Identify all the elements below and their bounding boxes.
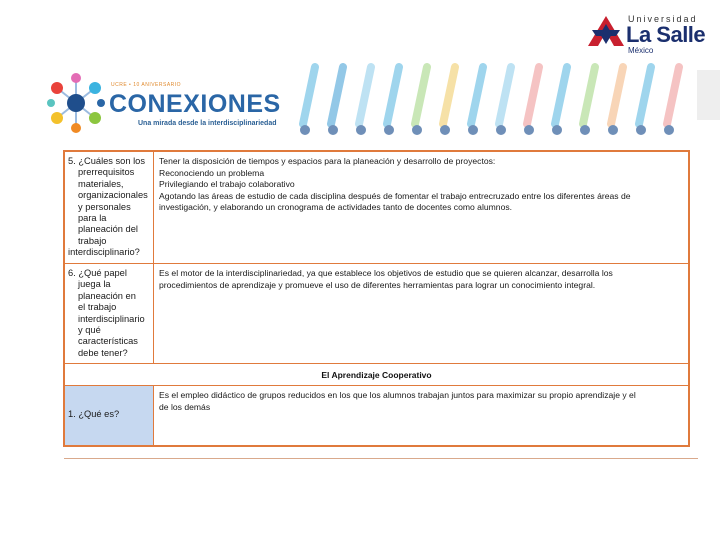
table-row [65, 264, 688, 364]
content-table [63, 150, 690, 447]
answer-cell [155, 386, 688, 445]
answer-line: de los demás [159, 401, 211, 412]
logo-name: La Salle [626, 22, 706, 47]
question-line: debe tener? [78, 347, 128, 358]
question-line: planeación en [78, 290, 136, 301]
banner-tagline: UCRE • 10 ANIVERSARIO [111, 82, 182, 88]
banner-subtitle: Una mirada desde la interdisciplinariedad [138, 120, 277, 127]
question-cell [65, 152, 154, 263]
table-row [65, 386, 688, 445]
logo-country: México [628, 46, 654, 55]
question-line: materiales, [78, 178, 124, 189]
answer-line: Agotando las áreas de estudio de cada disciplina después de fomentar el trabajo entrecruzado entre los diferentes áreas de [159, 190, 631, 201]
answer-line: investigación, y elaborando un cronograma de actividades tanto de docentes como alumnos. [159, 202, 513, 213]
la-salle-logo [588, 14, 713, 58]
answer-line: Es el motor de la interdisciplinariedad, ya que establece los objetivos de estudio que se quieren alcanzar, desarrolla los [159, 268, 613, 278]
answer-line: procedimientos de aprendizaje y promueve el uso de diferentes herramientas para lograr un conocimiento integral. [159, 279, 596, 290]
question-line: el trabajo [78, 302, 117, 313]
question-line: para la [78, 213, 107, 224]
molecule-logo-icon [45, 68, 107, 138]
answer-cell [155, 152, 688, 263]
question-line: organizacionales [78, 190, 148, 201]
question-line: 6. ¿Qué papel [68, 268, 127, 278]
section-header: El Aprendizaje Cooperativo [65, 364, 688, 386]
question-cell [65, 386, 154, 445]
answer-line: Reconociendo un problema [159, 167, 265, 178]
conexiones-banner [45, 68, 315, 140]
question-line: y qué [78, 325, 101, 336]
question-line: juega la [78, 279, 111, 290]
question-line: prerrequisitos [78, 167, 135, 178]
question-line: interdisciplinario? [68, 247, 140, 258]
question-line: 1. ¿Qué es? [68, 409, 120, 419]
logo-top-word: Universidad [628, 14, 698, 24]
question-line: características [78, 336, 138, 347]
question-line: y personales [78, 201, 131, 212]
question-line: 5. ¿Cuáles son los [68, 156, 145, 166]
divider-line [64, 458, 698, 459]
question-line: planeación del [78, 224, 138, 235]
answer-cell [155, 264, 688, 363]
la-salle-star-icon [588, 16, 624, 48]
banner-title: CONEXIONES [109, 90, 281, 118]
question-cell [65, 264, 154, 363]
answer-line: Tener la disposición de tiempos y espacios para la planeación y desarrollo de proyectos: [159, 156, 496, 166]
question-line: interdisciplinario [78, 313, 145, 324]
decorative-stripes [295, 62, 720, 140]
question-line: trabajo [78, 235, 107, 246]
answer-line: Privilegiando el trabajo colaborativo [159, 179, 295, 190]
table-row [65, 152, 688, 264]
answer-line: Es el empleo didáctico de grupos reducidos en los que los alumnos trabajan juntos para maximizar su propio aprendizaje y el [159, 390, 636, 400]
